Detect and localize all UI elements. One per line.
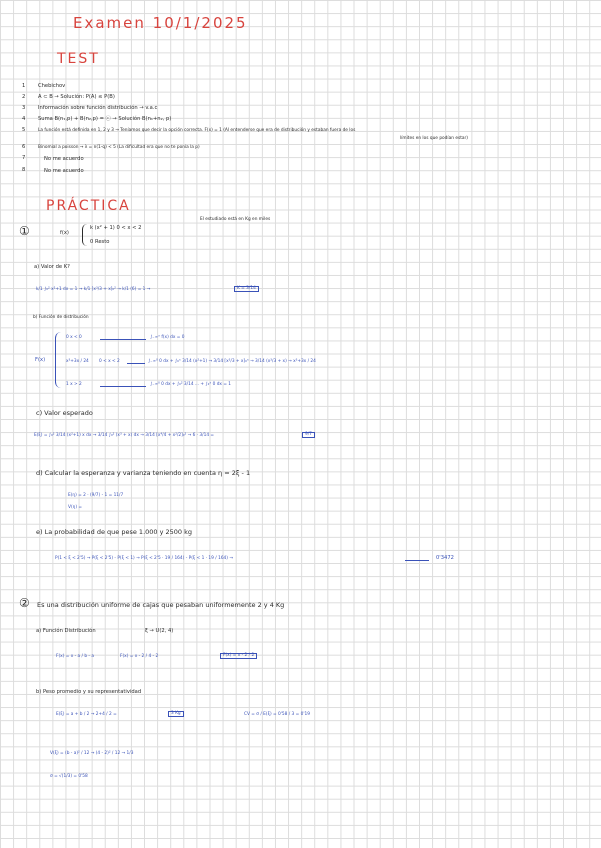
exercise-number: ②: [19, 596, 30, 610]
cdf-result: F(x) = x - 2 / 2: [220, 653, 257, 659]
density-label: f(x): [60, 230, 69, 236]
distribution-case-3-work: ∫₋∞⁰ 0 dx + ∫₀² 3/14 ... + ∫₂ˣ 0 dx = 1: [150, 382, 232, 387]
distribution-case-3: 1 x > 2: [66, 382, 82, 387]
part-e-result: 0'3472: [436, 555, 454, 561]
uniform-distribution: ξ → U(2, 4): [145, 628, 174, 634]
test-item: A ⊂ B → Solución: P(A) ≤ P(B): [38, 94, 115, 100]
test-item: Chebichov: [38, 83, 66, 89]
test-item-number: 8: [22, 167, 26, 173]
test-heading: TEST: [57, 51, 100, 67]
test-item: La función está definida en 1, 2 y 3 → Teníamos que decir la opción correcta. F(x) = 1 (Al entenderse que era de distribución y estaban fuera de los: [38, 128, 356, 133]
arrow-line: [100, 339, 146, 340]
test-item: Suma B(n₁,p) + B(n₂,p) = ⓒ → Solución B(n₁+n₂, p): [38, 116, 172, 122]
test-item: No me acuerdo: [44, 168, 84, 174]
part-a-label: a) Función Distribución: [36, 628, 96, 634]
standard-deviation: σ = √(1/3) = 0'58: [50, 774, 88, 779]
part-e-work: P(1 < ξ < 2'5) → P(ξ < 2'5) - P(ξ < 1) → P(ξ < 2'5 · 19 / 164) - P(ξ < 1 · 19 / 164) →: [55, 556, 233, 561]
practica-heading: PRÁCTICA: [46, 198, 131, 214]
density-brace: [82, 224, 87, 246]
exercise-number: ①: [19, 224, 30, 238]
distribution-case-1-work: ∫₋∞ˣ f(x) dx = 0: [150, 335, 185, 340]
part-a-result: K = 3/14: [234, 286, 259, 292]
coefficient-of-variation: CV = σ / E(ξ) = 0'58 / 3 = 0'19: [244, 712, 310, 717]
test-item-number: 6: [22, 144, 26, 150]
distribution-case-2: x³+3x / 24: [66, 359, 89, 364]
test-item-number: 3: [22, 105, 26, 111]
expected-value: E(ξ) = a + b / 2 → 2+4 / 2 =: [56, 712, 117, 717]
part-a-work: k/1 ∫₀² x²+1 dx = 1 → k/1 [x³/3 + x]₀² → k/1 (6) = 1 →: [36, 287, 151, 292]
distribution-label: F(x): [35, 357, 46, 363]
part-b-label: b) Peso promedio y su representatividad: [36, 689, 142, 695]
test-item: No me acuerdo: [44, 156, 84, 162]
density-case-2: 0 Resto: [90, 239, 110, 245]
density-case-1: k (x² + 1) 0 < x < 2: [90, 225, 142, 231]
arrow-line: [100, 386, 146, 387]
part-d-expectation: E(η) = 2 · (9/7) - 1 = 11/7: [68, 493, 124, 498]
part-b-label: b) Función de distribución: [33, 315, 89, 320]
test-item-continuation: límites en los que podían estar): [400, 136, 468, 141]
test-item-number: 2: [22, 94, 26, 100]
part-c-label: c) Valor esperado: [36, 409, 93, 417]
distribution-case-1: 0 x < 0: [66, 335, 82, 340]
arrow-line: [127, 363, 145, 364]
test-item-number: 7: [22, 155, 26, 161]
arrow-line: [405, 560, 429, 561]
test-item: Información sobre función distribución → v.a.c: [38, 105, 158, 111]
part-a-label: a) Valor de K?: [34, 264, 70, 270]
part-c-result: 9/7: [302, 432, 315, 438]
distribution-brace: [55, 332, 61, 388]
distribution-case-2-work: ∫₋∞⁰ 0 dx + ∫₀ˣ 3/14 (x²+1) → 3/14 [x³/3 + x]₀ˣ → 3/14 (x³/3 + x) → x³+3x / 24: [148, 359, 316, 364]
part-e-label: e) La probabilidad de que pese 1.000 y 2500 kg: [36, 528, 193, 536]
exercise-statement: Es una distribución uniforme de cajas que pesaban uniformemente 2 y 4 Kg: [37, 601, 285, 609]
test-item-number: 4: [22, 116, 26, 122]
test-item-number: 1: [22, 83, 26, 89]
cdf-general: F(x) = x - a / b - a: [56, 654, 94, 659]
distribution-case-2-condition: 0 < x < 2: [99, 359, 120, 364]
test-item: Binomial a poisson → λ = n(1-q) < 5 (La dificultad era que no te ponía la p): [38, 145, 200, 150]
part-d-label: d) Calcular la esperanza y varianza teniendo en cuenta η = 2ξ - 1: [36, 469, 251, 477]
part-c-work: E(ξ) = ∫₀² 3/14 (x²+1) x dx → 3/14 ∫₀² (x³ + x) dx → 3/14 [x⁴/4 + x²/2]₀² → 6 · 3/14 =: [34, 433, 215, 438]
expected-value-result: 3 Kg: [168, 711, 184, 717]
page-title: Examen 10/1/2025: [73, 14, 248, 32]
variance: V(ξ) = (b - a)² / 12 → (4 - 2)² / 12 → 1/3: [50, 751, 134, 756]
part-d-variance: V(η) =: [68, 505, 82, 510]
exercise-note: El estudiado está en Kg en miles: [200, 217, 271, 222]
test-item-number: 5: [22, 127, 26, 133]
cdf-substituted: F(x) = x - 2 / 4 - 2: [120, 654, 159, 659]
